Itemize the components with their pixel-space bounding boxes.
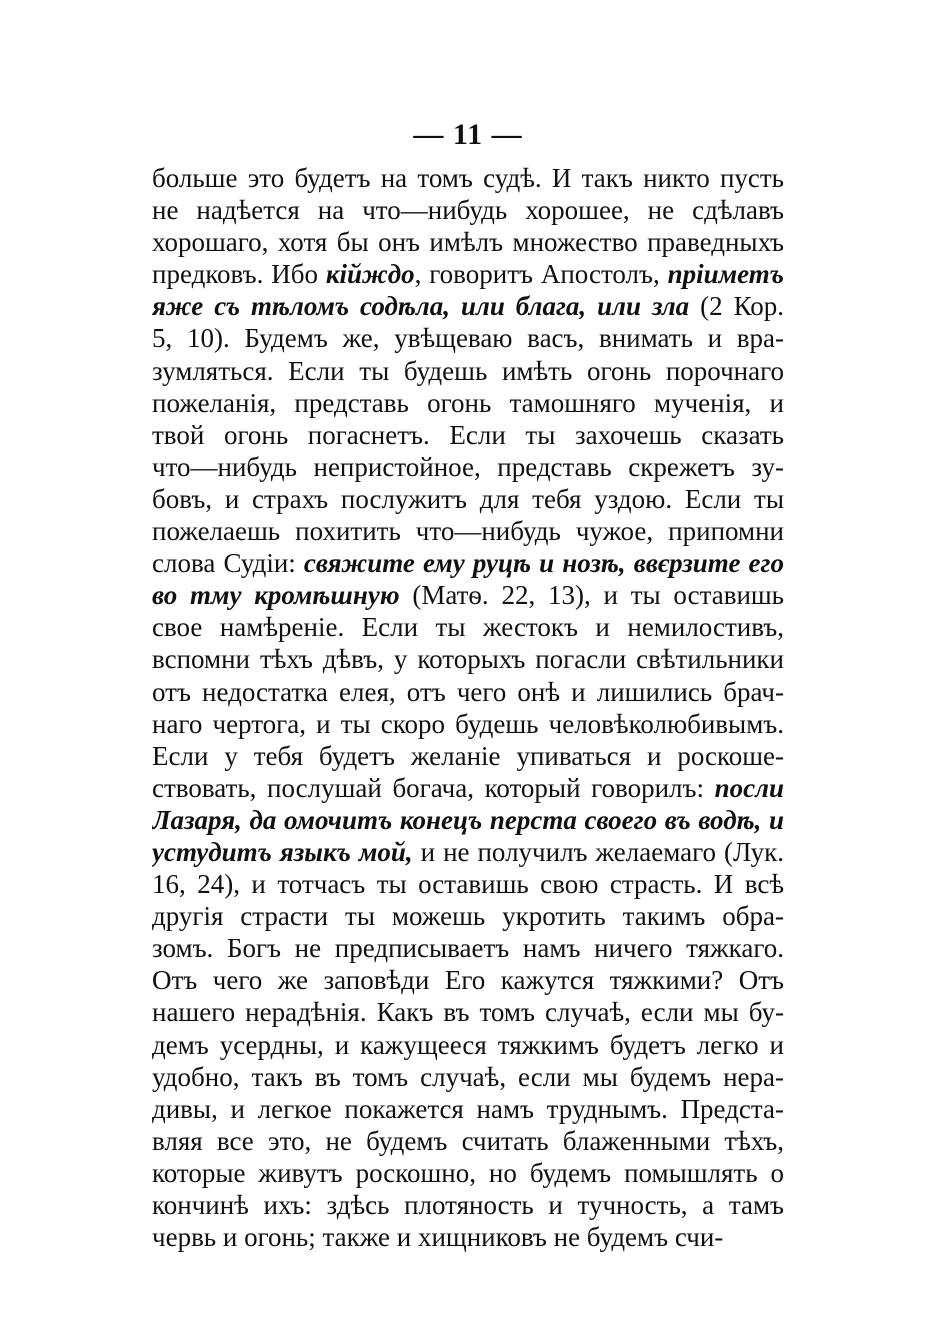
text-line (152, 483, 784, 515)
text-line (152, 932, 784, 964)
text-line (152, 1221, 784, 1253)
text-segment: пожеланія, представь огонь тамошняго мученія, и (152, 387, 784, 418)
text-segment: дивы, и легкое покажется намъ труднымъ. Предста- (152, 1093, 784, 1124)
text-segment: удобно, такъ въ томъ случаѣ, если мы будемъ нера- (152, 1061, 784, 1092)
italic-quote-segment: пріиметъ (667, 259, 784, 290)
text-segment: демъ усердны, и кажущееся тяжкимъ будетъ легко и (152, 1029, 784, 1060)
text-segment: другія страсти ты можешь укротить такимъ обра- (152, 901, 784, 932)
text-line (152, 708, 784, 740)
text-line (152, 290, 784, 322)
text-segment: вспомни тѣхъ дѣвъ, у которыхъ погасли свѣтильники (152, 644, 784, 675)
text-segment: вляя все это, не будемъ считать блаженными тѣхъ, (152, 1125, 784, 1156)
text-segment: хорошаго, хотя бы онъ имѣлъ множество праведныхъ (152, 227, 784, 258)
text-segment: твой огонь погаснетъ. Если ты захочешь сказать (152, 419, 784, 450)
text-line (152, 515, 784, 547)
text-segment: которые живутъ роскошно, но будемъ помышлять о (152, 1157, 784, 1188)
text-segment: слова Судіи: (152, 548, 304, 579)
italic-quote-segment: устудитъ языкъ мой, (152, 836, 413, 867)
text-segment: не надѣется на что—нибудь хорошее, не сдѣлавъ (152, 195, 784, 226)
text-segment: и не получилъ желаемаго (Лук. (412, 836, 784, 867)
text-segment: кончинѣ ихъ: здѣсь плотяность и тучность, а тамъ (152, 1190, 784, 1220)
text-line (152, 419, 784, 451)
italic-quote-segment: Лазаря, да омочитъ конецъ перста своего въ водѣ, и (152, 804, 784, 835)
text-line (152, 258, 784, 290)
text-segment: предковъ. Ибо (152, 259, 326, 290)
text-segment: (Матѳ. 22, 13), и ты оставишь (399, 580, 784, 611)
page-number: — 11 — (413, 118, 523, 151)
text-segment: свое намѣреніе. Если ты жестокъ и немилостивъ, (152, 612, 784, 643)
text-line (152, 740, 784, 772)
text-line (152, 868, 784, 900)
text-line (152, 1061, 784, 1093)
text-line (152, 451, 784, 483)
text-segment: что—нибудь непристойное, представь скрежетъ зу- (152, 451, 784, 482)
text-line (152, 162, 784, 194)
text-line (152, 1093, 784, 1125)
text-segment: червь и огонь; также и хищниковъ не будемъ счи- (152, 1222, 724, 1253)
text-line (152, 836, 784, 868)
italic-quote-segment: посли (714, 772, 784, 803)
text-segment: нашего нерадѣнія. Какъ въ томъ случаѣ, если мы бу- (152, 997, 784, 1028)
text-segment: 16, 24), и тотчасъ ты оставишь свою страсть. И всѣ (152, 869, 784, 900)
text-line (152, 547, 784, 579)
text-line (152, 1157, 784, 1189)
italic-quote-segment: кійждо (325, 259, 415, 290)
text-line (152, 676, 784, 708)
italic-quote-segment: яже съ тѣломъ содѣла, или блага, или зла (152, 291, 690, 322)
text-line (152, 1125, 784, 1157)
text-segment: отъ недостатка елея, отъ чего онѣ и лишились брач- (152, 676, 784, 707)
text-segment: зумляться. Если ты будешь имѣть огонь порочнаго (152, 355, 784, 386)
text-line (152, 226, 784, 258)
text-segment: Если у тебя будетъ желаніе упиваться и роскоше- (152, 740, 784, 771)
text-segment: бовъ, и страхъ послужитъ для тебя уздою. Если ты (152, 483, 784, 514)
text-segment: ствовать, послушай богача, который говорилъ: (152, 772, 715, 803)
text-line (152, 1189, 784, 1221)
text-segment: наго чертога, и ты скоро будешь человѣколюбивымъ. (152, 708, 784, 739)
text-line (152, 900, 784, 932)
text-line (152, 579, 784, 611)
text-segment: больше это будетъ на томъ судѣ. И такъ никто пусть (152, 163, 784, 193)
text-line (152, 804, 784, 836)
text-segment: зомъ. Богъ не предписываетъ намъ ничего тяжкаго. (152, 933, 784, 964)
text-segment: Отъ чего же заповѣди Его кажутся тяжкими? Отъ (152, 965, 784, 996)
text-line (152, 996, 784, 1028)
text-line (152, 387, 784, 419)
body-text (152, 162, 784, 1253)
text-line (152, 1029, 784, 1061)
text-line (152, 964, 784, 996)
text-line (152, 322, 784, 354)
italic-quote-segment: во тму кромѣшную (152, 580, 400, 611)
text-line (152, 194, 784, 226)
text-segment: (2 Кор. (689, 291, 784, 322)
text-line (152, 611, 784, 643)
italic-quote-segment: свяжите ему руцѣ и нозѣ, ввєрзите его (303, 548, 784, 579)
text-line (152, 772, 784, 804)
text-segment: 5, 10). Будемъ же, увѣщеваю васъ, внимать и вра- (152, 323, 784, 354)
text-line (152, 643, 784, 675)
text-segment: пожелаешь похитить что—нибудь чужое, припомни (152, 516, 784, 547)
text-line (152, 355, 784, 387)
text-segment: , говоритъ Апостолъ, (414, 259, 668, 290)
